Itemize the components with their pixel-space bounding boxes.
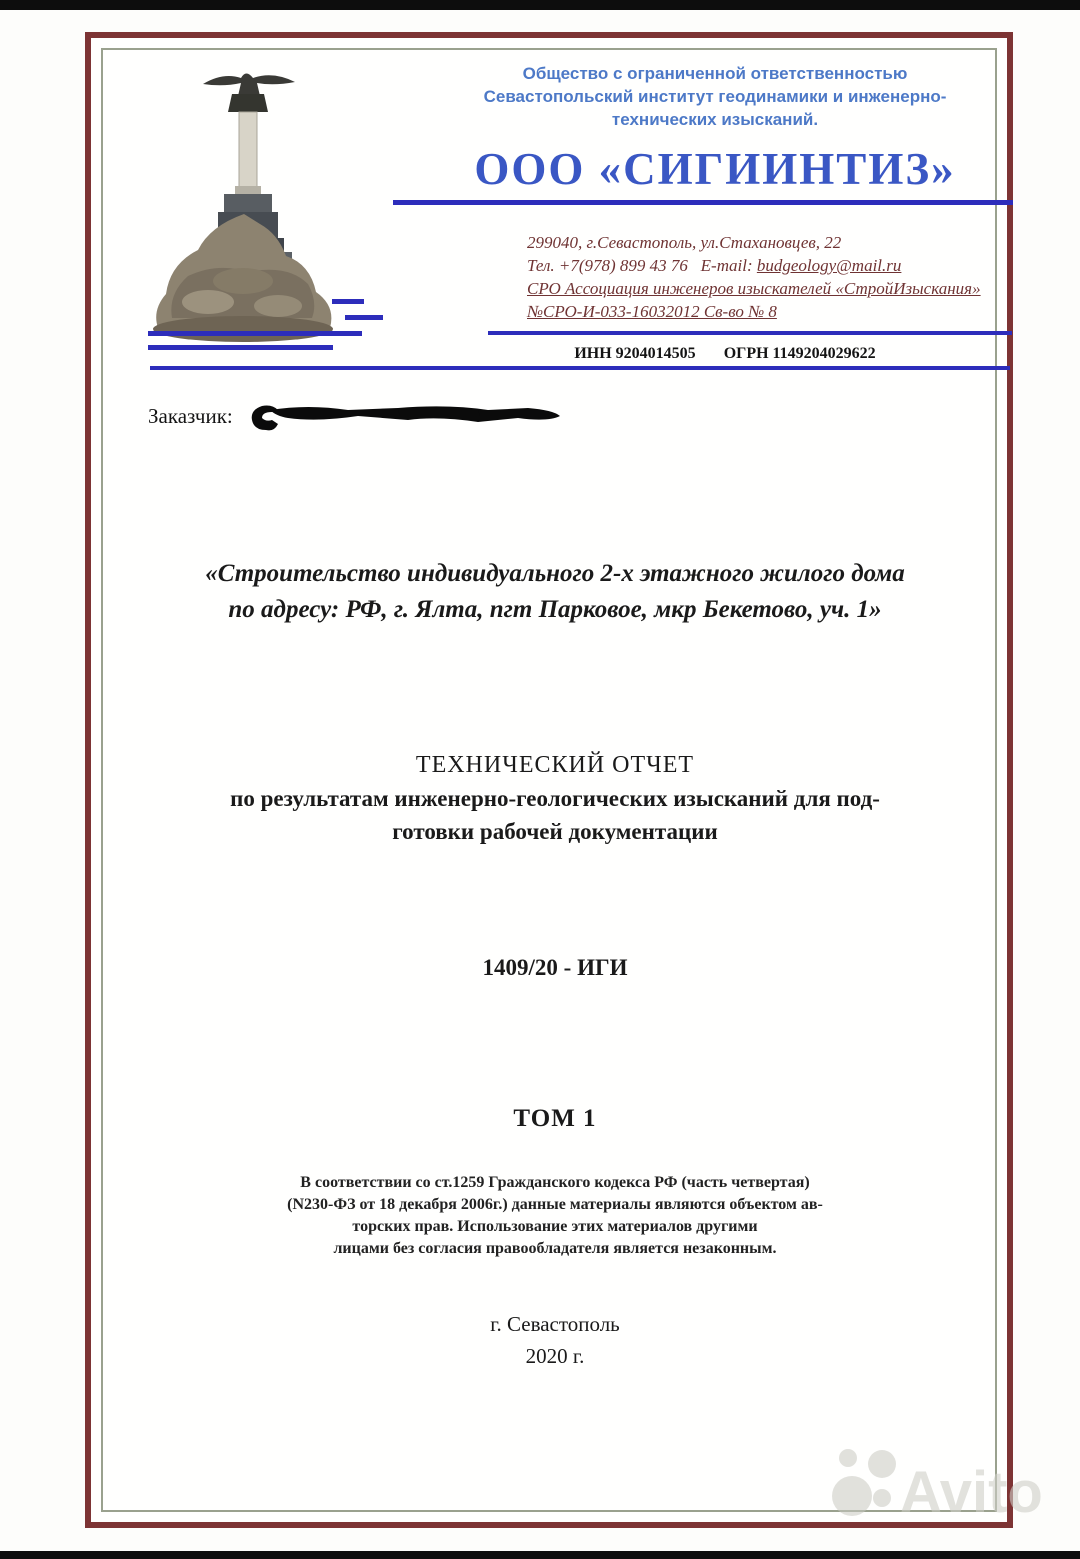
project-title-line1: «Строительство индивидуального 2-х этажного жилого дома [205,560,905,587]
copyright-line3: торских прав. Использование этих материалов другими [352,1218,758,1235]
monument-graphic [148,66,338,348]
report-title-block [95,748,1015,848]
letterhead [430,62,1000,195]
separator-above-reg-numbers [488,331,1012,335]
org-name-line1: Севастопольский институт геодинамики и инженерно- [483,87,947,106]
report-subtitle-line1: по результатам инженерно-геологических изысканий для под- [230,786,880,811]
phone-email-line [527,254,993,277]
contacts-block [527,231,993,323]
ogrn-number: ОГРН 1149204029622 [723,345,876,362]
address-line: 299040, г.Севастополь, ул.Стахановцев, 22 [527,233,842,252]
sro-line1: СРО Ассоциация инженеров изыскателей «СтройИзыскания» [527,279,981,298]
inn-number: ИНН 9204014505 [574,345,696,362]
screen-bottom-strip [0,1551,1080,1559]
sro-line2: №СРО-И-033-16032012 Св-во № 8 [527,302,777,321]
decorative-line-left-1 [148,331,362,336]
separator-below-reg-numbers [150,366,1010,370]
report-title: ТЕХНИЧЕСКИЙ ОТЧЕТ [415,752,695,778]
city-year-block [95,1308,1015,1372]
project-title [95,556,1015,628]
city-label: г. Севастополь [490,1312,620,1336]
document-number: 1409/20 - ИГИ [482,955,628,980]
copyright-line4: лицами без согласия правообладателя является незаконным. [333,1240,777,1257]
decorative-dash-1 [332,299,364,304]
decorative-dash-2 [345,315,383,320]
year-label: 2020 г. [525,1344,585,1368]
sunken-ships-monument-image [148,66,338,348]
copyright-notice [95,1172,1015,1260]
rule-under-company-title [393,200,1013,205]
email-label: E-mail: [700,256,753,275]
copyright-line1: В соответствии со ст.1259 Гражданского кодекса РФ (часть четвертая) [300,1174,810,1191]
registration-numbers [500,344,950,364]
decorative-line-left-2 [148,345,333,350]
phone: Тел. +7(978) 899 43 76 [527,256,688,275]
screen-top-strip [0,0,1080,10]
customer-label: Заказчик: [148,404,233,428]
project-title-line2: по адресу: РФ, г. Ялта, пгт Парковое, мкр Бекетово, уч. 1» [228,596,882,623]
report-subtitle-line2: готовки рабочей документации [392,819,718,844]
org-type-line: Общество с ограниченной ответственностью [522,64,908,83]
copyright-line2: (N230-ФЗ от 18 декабря 2006г.) данные материалы являются объектом ав- [287,1196,823,1213]
customer-row [148,404,233,444]
volume-label: ТОМ 1 [513,1105,597,1132]
company-title: ООО «СИГИИНТИЗ» [474,144,956,194]
redacted-customer-name [248,396,568,447]
avito-watermark-text: Avito [900,1460,1043,1525]
org-name-line2: технических изысканий. [611,110,819,129]
email-link: budgeology@mail.ru [756,256,902,275]
